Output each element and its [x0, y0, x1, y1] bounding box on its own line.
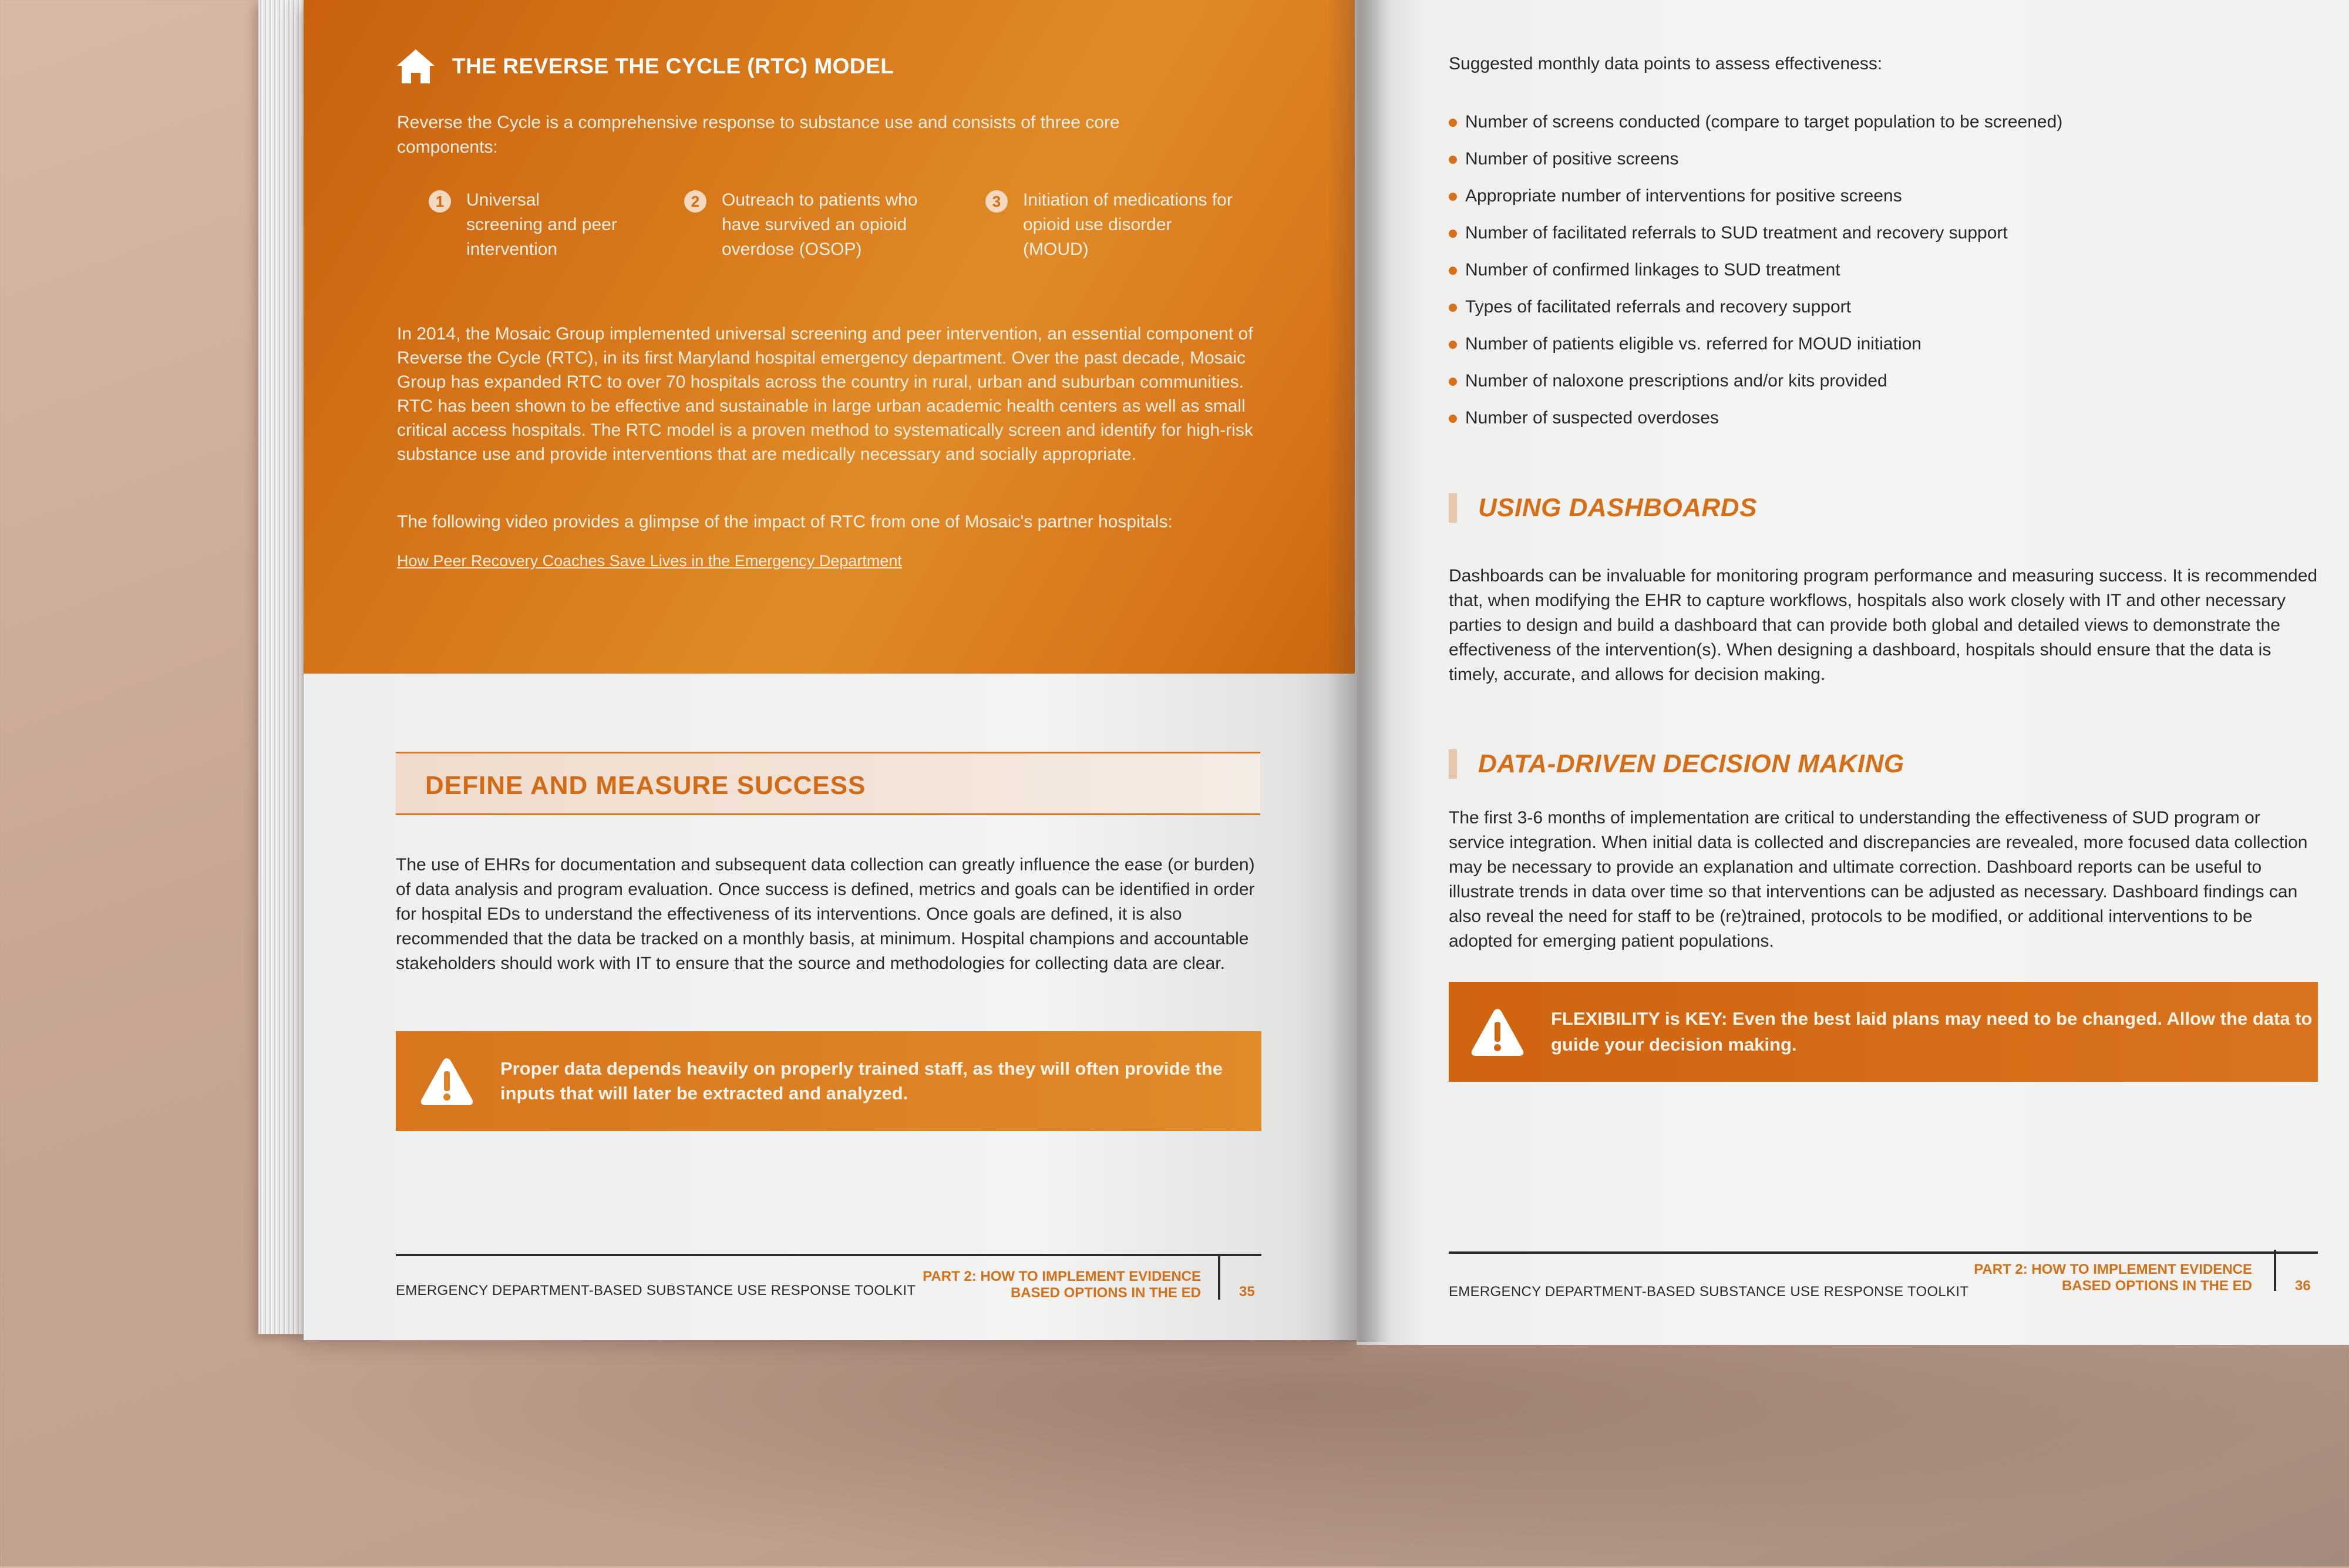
footer-divider: [2274, 1250, 2276, 1291]
footer-rule: [1449, 1251, 2318, 1254]
house-icon: [395, 47, 437, 86]
data-points-intro: Suggested monthly data points to assess effectiveness:: [1449, 54, 1883, 73]
footer-toolkit: EMERGENCY DEPARTMENT-BASED SUBSTANCE USE RESPONSE TOOLKIT: [1449, 1284, 1969, 1300]
list-item: Number of confirmed linkages to SUD treatment: [1449, 251, 2300, 288]
data-points-list: [1449, 103, 2300, 436]
page-number: 35: [1239, 1284, 1255, 1300]
footer-part: [904, 1268, 1201, 1301]
component-number: 1: [429, 190, 451, 213]
list-item: Number of patients eligible vs. referred for MOUD initiation: [1449, 325, 2300, 362]
page-edges: [258, 0, 307, 1334]
list-item: Types of facilitated referrals and recovery support: [1449, 288, 2300, 325]
rtc-paragraph: In 2014, the Mosaic Group implemented universal screening and peer intervention, an essential component of Reverse the Cycle (RTC), in its first Maryland hospital emergency department. Over the past decade, Mosaic Group has expanded RTC to over 70 hospitals across the country in rural, urban and suburban communities. RTC has been shown to be effective and sustainable in large urban academic health centers as well as small critical access hospitals. The RTC model is a proven method to systematically screen and identify for high-risk substance use and provide interventions that are medically necessary and socially appropriate.: [397, 324, 1253, 464]
page-number: 36: [2295, 1278, 2311, 1294]
decision-heading: [1449, 749, 1904, 779]
heading-bar: [1449, 493, 1457, 523]
footer-part-line2: BASED OPTIONS IN THE ED: [2061, 1278, 2252, 1294]
footer-toolkit: EMERGENCY DEPARTMENT-BASED SUBSTANCE USE RESPONSE TOOLKIT: [396, 1283, 916, 1298]
list-item: Number of facilitated referrals to SUD treatment and recovery support: [1449, 214, 2300, 251]
footer-part-line2: BASED OPTIONS IN THE ED: [1010, 1285, 1201, 1301]
component-text: Universal screening and peer intervention: [466, 190, 617, 259]
footer-rule: [396, 1254, 1261, 1256]
warning-icon: [1470, 1007, 1525, 1057]
rtc-title: THE REVERSE THE CYCLE (RTC) MODEL: [452, 54, 894, 78]
rtc-components: [429, 188, 1263, 270]
footer-part-line1: PART 2: HOW TO IMPLEMENT EVIDENCE: [923, 1268, 1201, 1284]
list-item: Number of screens conducted (compare to target population to be screened): [1449, 103, 2300, 140]
callout-box-right: [1449, 982, 2318, 1082]
book-gutter: [1327, 0, 1392, 1342]
define-measure-header: [396, 752, 1260, 815]
component-item: [684, 188, 933, 262]
component-text: Initiation of medications for opioid use disorder (MOUD): [1023, 190, 1233, 259]
component-item: [429, 188, 619, 262]
callout-box-left: [396, 1031, 1261, 1131]
dashboards-paragraph: Dashboards can be invaluable for monitoring program performance and measuring success. It is recommended that, when modifying the EHR to capture workflows, hospitals also work closely with IT and other necessary parties to design and build a dashboard that can provide both global and detailed views to demonstrate the effectiveness of the intervention(s). When designing a dashboard, hospitals should ensure that the data is timely, accurate, and allows for decision making.: [1449, 566, 2318, 684]
decision-title: DATA-DRIVEN DECISION MAKING: [1478, 749, 1904, 778]
component-number: 3: [985, 190, 1008, 213]
define-measure-paragraph: The use of EHRs for documentation and subsequent data collection can greatly influence the ease (or burden) of data analysis and program evaluation. Once success is defined, metrics and goals can be identified in order for hospital EDs to understand the effectiveness of its interventions. Once goals are defined, it is also recommended that the data be tracked on a monthly basis, at minimum. Hospital champions and accountable stakeholders should work with IT to ensure that the source and methodologies for collecting data are clear.: [396, 855, 1255, 973]
define-measure-title: DEFINE AND MEASURE SUCCESS: [425, 771, 866, 800]
list-item: Appropriate number of interventions for positive screens: [1449, 177, 2300, 214]
component-item: [985, 188, 1240, 262]
list-item: Number of naloxone prescriptions and/or kits provided: [1449, 362, 2300, 399]
warning-icon: [419, 1056, 474, 1106]
video-intro: The following video provides a glimpse of the impact of RTC from one of Mosaic's partner hospitals:: [397, 512, 1173, 531]
footer-divider: [1218, 1255, 1220, 1300]
callout-text: Proper data depends heavily on properly trained staff, as they will often provide the inputs that will later be extracted and analyzed.: [500, 1058, 1223, 1103]
component-number: 2: [684, 190, 706, 213]
component-text: Outreach to patients who have survived an opioid overdose (OSOP): [722, 190, 918, 259]
footer-part-line1: PART 2: HOW TO IMPLEMENT EVIDENCE: [1974, 1261, 2252, 1277]
callout-text: FLEXIBILITY is KEY: Even the best laid plans may need to be changed. Allow the data to guide your decision making.: [1551, 1008, 2313, 1055]
footer-part: [1956, 1261, 2252, 1294]
book-shadow: [235, 1321, 2349, 1568]
dashboards-title: USING DASHBOARDS: [1478, 493, 1757, 522]
rtc-intro: Reverse the Cycle is a comprehensive response to substance use and consists of three core components:: [397, 113, 1120, 157]
list-item: Number of suspected overdoses: [1449, 399, 2300, 436]
dashboards-heading: [1449, 493, 1757, 523]
rtc-header: [395, 47, 894, 86]
decision-paragraph: The first 3-6 months of implementation are critical to understanding the effectiveness of SUD program or service integration. When initial data is collected and discrepancies are revealed, more focused data collection may be necessary to provide an explanation and ultimate correction. Dashboard reports can be useful to illustrate trends in data over time so that interventions can be adjusted as necessary. Dashboard findings can also reveal the need for staff to be (re)trained, protocols to be modified, or additional interventions to be adopted for emerging patient populations.: [1449, 808, 2308, 951]
heading-bar: [1449, 749, 1457, 779]
video-link[interactable]: How Peer Recovery Coaches Save Lives in the Emergency Department: [397, 552, 902, 570]
list-item: Number of positive screens: [1449, 140, 2300, 177]
